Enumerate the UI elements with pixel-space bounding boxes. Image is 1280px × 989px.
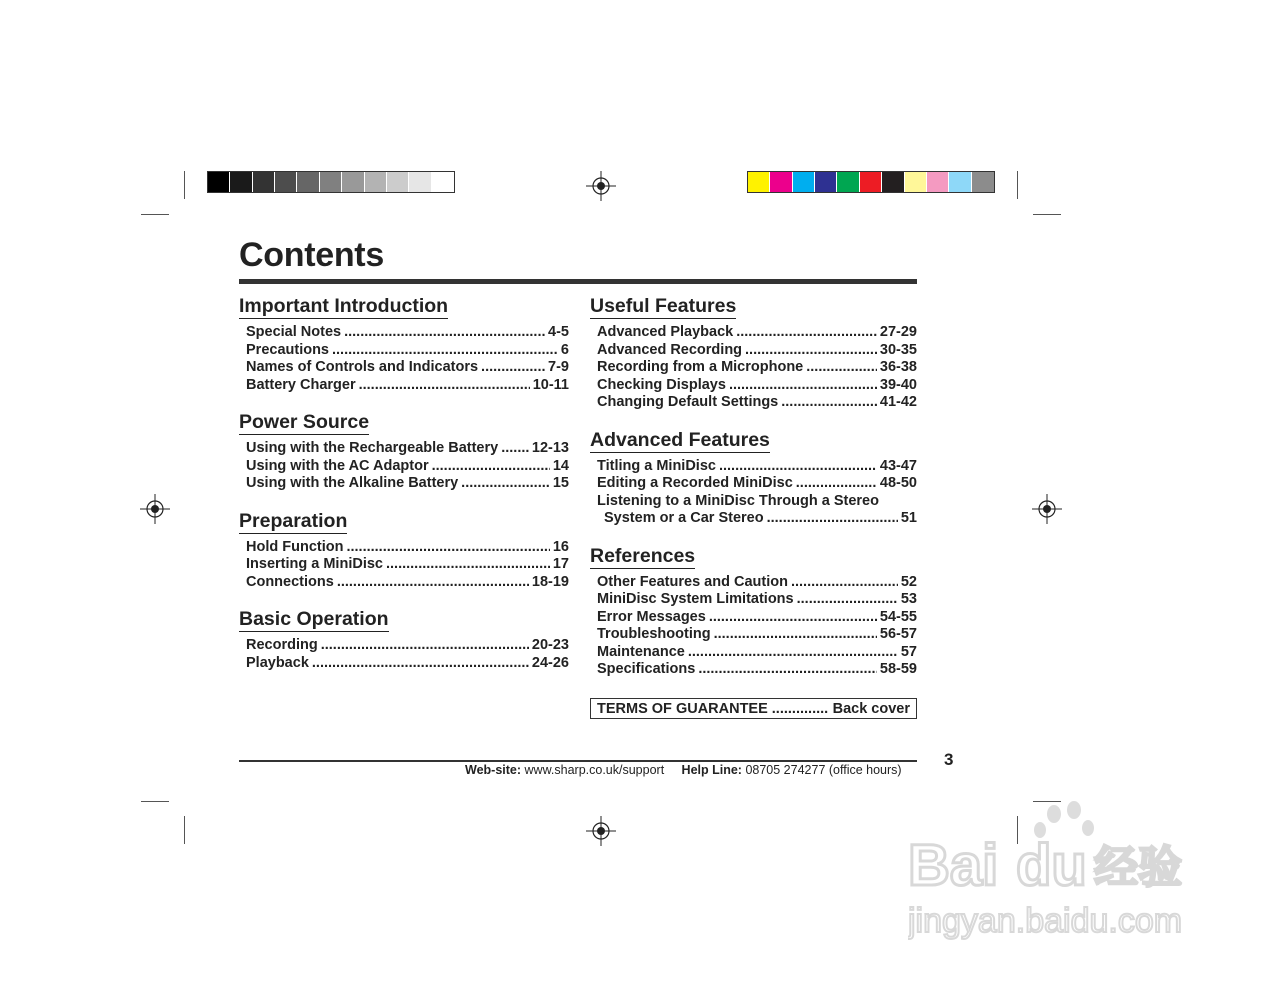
entry-label: Battery Charger xyxy=(246,376,356,393)
toc-entry[interactable] xyxy=(597,609,917,627)
section-heading: Important Introduction xyxy=(239,295,449,317)
leader-dots xyxy=(461,475,550,493)
entry-page: 4-5 xyxy=(548,324,569,340)
contents-section xyxy=(239,411,569,493)
leader-dots xyxy=(767,510,898,528)
entry-page: 17 xyxy=(552,556,569,572)
terms-label: TERMS OF GUARANTEE xyxy=(597,700,768,717)
color-swatch xyxy=(387,172,409,192)
leader-dots xyxy=(796,475,877,493)
terms-page: Back cover xyxy=(832,700,910,717)
entry-page: 56-57 xyxy=(879,626,917,642)
leader-dots xyxy=(346,539,549,557)
website-value[interactable]: www.sharp.co.uk/support xyxy=(524,763,665,777)
registration-mark-icon xyxy=(1032,494,1062,524)
leader-dots xyxy=(321,637,529,655)
entry-label: Hold Function xyxy=(246,538,344,555)
toc-entry[interactable] xyxy=(597,644,917,662)
crop-mark xyxy=(184,816,185,844)
entry-page: 36-38 xyxy=(879,359,917,375)
leader-dots xyxy=(709,609,877,627)
helpline-value: 08705 274277 (office hours) xyxy=(745,763,902,777)
page-title: Contents xyxy=(239,236,384,274)
leader-dots xyxy=(312,655,529,673)
entry-label: Specifications xyxy=(597,661,696,677)
page-number: 3 xyxy=(944,750,954,769)
entry-label: Using with the Alkaline Battery xyxy=(246,475,459,491)
toc-entry[interactable] xyxy=(597,342,917,360)
entry-page: 48-50 xyxy=(879,475,917,491)
color-swatch xyxy=(905,172,927,192)
toc-entry[interactable] xyxy=(246,440,569,458)
entry-label: Other Features and Caution xyxy=(597,573,788,590)
entry-label: Troubleshooting xyxy=(597,626,711,642)
toc-entry[interactable] xyxy=(246,324,569,342)
entry-list xyxy=(239,539,569,592)
toc-entry[interactable] xyxy=(597,661,917,679)
entry-label: Editing a Recorded MiniDisc xyxy=(597,475,793,491)
contents-left-column xyxy=(239,295,569,672)
entry-label: Special Notes xyxy=(246,324,342,340)
registration-mark-icon xyxy=(586,171,616,201)
leader-dots xyxy=(332,342,558,360)
entry-list xyxy=(239,324,569,394)
toc-entry[interactable] xyxy=(597,359,917,377)
toc-entry[interactable] xyxy=(597,394,917,412)
section-heading: References xyxy=(590,544,696,567)
color-swatch xyxy=(432,172,454,192)
entry-page: 15 xyxy=(552,475,569,491)
grayscale-color-bar xyxy=(207,171,455,193)
toc-entry[interactable] xyxy=(597,574,917,592)
contents-section xyxy=(590,295,917,412)
section-heading: Advanced Features xyxy=(590,428,770,451)
entry-list xyxy=(239,440,569,493)
entry-label: Changing Default Settings xyxy=(597,394,779,410)
title-rule xyxy=(239,279,917,284)
entry-page: 43-47 xyxy=(879,457,917,474)
entry-list xyxy=(239,637,569,672)
entry-label: Maintenance xyxy=(597,643,685,660)
crop-mark xyxy=(1017,171,1018,199)
leader-dots xyxy=(481,359,545,377)
entry-list xyxy=(590,458,917,528)
leader-dots xyxy=(736,324,877,342)
leader-dots xyxy=(772,701,829,717)
entry-label: Using with the AC Adaptor xyxy=(246,457,429,474)
entry-label: Using with the Rechargeable Battery xyxy=(246,440,499,456)
crop-mark xyxy=(141,214,169,215)
color-swatch xyxy=(275,172,297,192)
website-label: Web-site: xyxy=(465,763,522,777)
section-heading: Basic Operation xyxy=(239,608,389,630)
entry-label: Advanced Recording xyxy=(597,341,743,358)
footer-contact xyxy=(465,763,902,777)
entry-label: Listening to a MiniDisc Through a Stereo xyxy=(597,492,879,509)
footer-rule xyxy=(239,760,917,762)
leader-dots xyxy=(729,377,877,395)
leader-dots xyxy=(698,661,877,679)
registration-mark-icon xyxy=(586,816,616,846)
color-swatch xyxy=(770,172,792,192)
crop-mark xyxy=(1033,214,1061,215)
toc-entry[interactable] xyxy=(597,626,917,644)
color-swatch xyxy=(230,172,252,192)
leader-dots xyxy=(714,626,877,644)
color-swatch xyxy=(253,172,275,192)
toc-entry[interactable] xyxy=(597,458,917,476)
entry-page: 20-23 xyxy=(531,637,569,653)
watermark-url: jingyan.baidu.com xyxy=(908,902,1183,940)
color-swatch xyxy=(409,172,431,192)
entry-page: 53 xyxy=(900,591,917,607)
entry-page: 24-26 xyxy=(531,654,569,671)
entry-page: 57 xyxy=(900,643,917,660)
toc-entry[interactable] xyxy=(246,655,569,673)
leader-dots xyxy=(806,359,877,377)
color-swatch xyxy=(882,172,904,192)
entry-page: 52 xyxy=(900,573,917,590)
entry-label: Checking Displays xyxy=(597,376,726,393)
contents-section xyxy=(239,510,569,592)
toc-entry[interactable] xyxy=(246,458,569,476)
entry-label: Recording xyxy=(246,637,318,653)
crop-mark xyxy=(141,801,169,802)
toc-entry[interactable] xyxy=(246,342,569,360)
contents-section xyxy=(590,429,917,528)
entry-page: 51 xyxy=(900,510,917,526)
section-heading: Preparation xyxy=(239,509,348,532)
toc-entry[interactable] xyxy=(597,475,917,493)
contents-section xyxy=(239,608,569,672)
toc-entry[interactable] xyxy=(597,377,917,395)
helpline-label: Help Line: xyxy=(681,763,742,777)
entry-label: Playback xyxy=(246,654,309,671)
color-swatch xyxy=(949,172,971,192)
toc-entry[interactable] xyxy=(246,556,569,574)
toc-entry[interactable] xyxy=(246,359,569,377)
leader-dots xyxy=(797,591,898,609)
entry-page: 27-29 xyxy=(879,324,917,340)
entry-page: 30-35 xyxy=(879,341,917,358)
watermark-brand2: du xyxy=(1016,833,1087,898)
entry-page: 10-11 xyxy=(532,376,569,393)
leader-dots xyxy=(359,377,530,395)
leader-dots xyxy=(688,644,898,662)
section-heading: Power Source xyxy=(239,411,370,433)
contents-section xyxy=(239,295,569,394)
toc-entry[interactable] xyxy=(246,377,569,395)
entry-page: 6 xyxy=(560,341,569,358)
entry-page: 7-9 xyxy=(548,359,569,375)
entry-label: MiniDisc System Limitations xyxy=(597,591,794,607)
entry-page: 39-40 xyxy=(879,376,917,393)
entry-label: Advanced Playback xyxy=(597,324,734,340)
entry-page: 58-59 xyxy=(879,661,917,677)
toc-entry[interactable] xyxy=(246,475,569,493)
entry-page: 16 xyxy=(552,538,569,555)
entry-page: 41-42 xyxy=(879,394,917,410)
crop-mark xyxy=(184,171,185,199)
entry-page: 18-19 xyxy=(531,573,569,590)
toc-entry[interactable] xyxy=(597,493,917,511)
entry-label: System or a Car Stereo xyxy=(604,510,764,526)
watermark-brand: Bai xyxy=(908,833,999,898)
color-swatch xyxy=(297,172,319,192)
baidu-watermark-logo xyxy=(908,800,1208,950)
color-swatch xyxy=(208,172,230,192)
leader-dots xyxy=(719,458,877,476)
leader-dots xyxy=(386,556,550,574)
leader-dots xyxy=(501,440,529,458)
toc-entry[interactable] xyxy=(246,637,569,655)
entry-label: Connections xyxy=(246,573,334,590)
entry-page: 54-55 xyxy=(879,608,917,625)
entry-label: Names of Controls and Indicators xyxy=(246,359,479,375)
registration-mark-icon xyxy=(140,494,170,524)
watermark-cn: 经验 xyxy=(1094,842,1182,893)
leader-dots xyxy=(781,394,877,412)
leader-dots xyxy=(344,324,545,342)
color-swatch xyxy=(748,172,770,192)
color-swatch xyxy=(793,172,815,192)
entry-page: 12-13 xyxy=(531,440,569,456)
leader-dots xyxy=(745,342,877,360)
entry-label: Inserting a MiniDisc xyxy=(246,556,383,572)
entry-page: 14 xyxy=(552,457,569,474)
leader-dots xyxy=(337,574,529,592)
color-swatch xyxy=(837,172,859,192)
contents-right-column xyxy=(590,295,917,679)
entry-label: Error Messages xyxy=(597,608,706,625)
color-swatch xyxy=(927,172,949,192)
color-swatch xyxy=(365,172,387,192)
leader-dots xyxy=(791,574,898,592)
color-swatch xyxy=(342,172,364,192)
toc-entry[interactable] xyxy=(597,591,917,609)
leader-dots xyxy=(432,458,550,476)
toc-entry[interactable] xyxy=(597,510,917,528)
entry-list xyxy=(590,574,917,679)
color-swatch xyxy=(860,172,882,192)
contents-section xyxy=(590,545,917,679)
toc-entry[interactable] xyxy=(246,539,569,557)
color-swatch xyxy=(972,172,994,192)
entry-label: Recording from a Microphone xyxy=(597,359,804,375)
entry-label: Precautions xyxy=(246,341,329,358)
terms-of-guarantee-box[interactable] xyxy=(590,698,917,719)
toc-entry[interactable] xyxy=(246,574,569,592)
entry-list xyxy=(590,324,917,412)
color-swatch xyxy=(320,172,342,192)
entry-label: Titling a MiniDisc xyxy=(597,457,716,474)
color-swatch xyxy=(815,172,837,192)
section-heading: Useful Features xyxy=(590,295,737,317)
process-color-bar xyxy=(747,171,995,193)
toc-entry[interactable] xyxy=(597,324,917,342)
